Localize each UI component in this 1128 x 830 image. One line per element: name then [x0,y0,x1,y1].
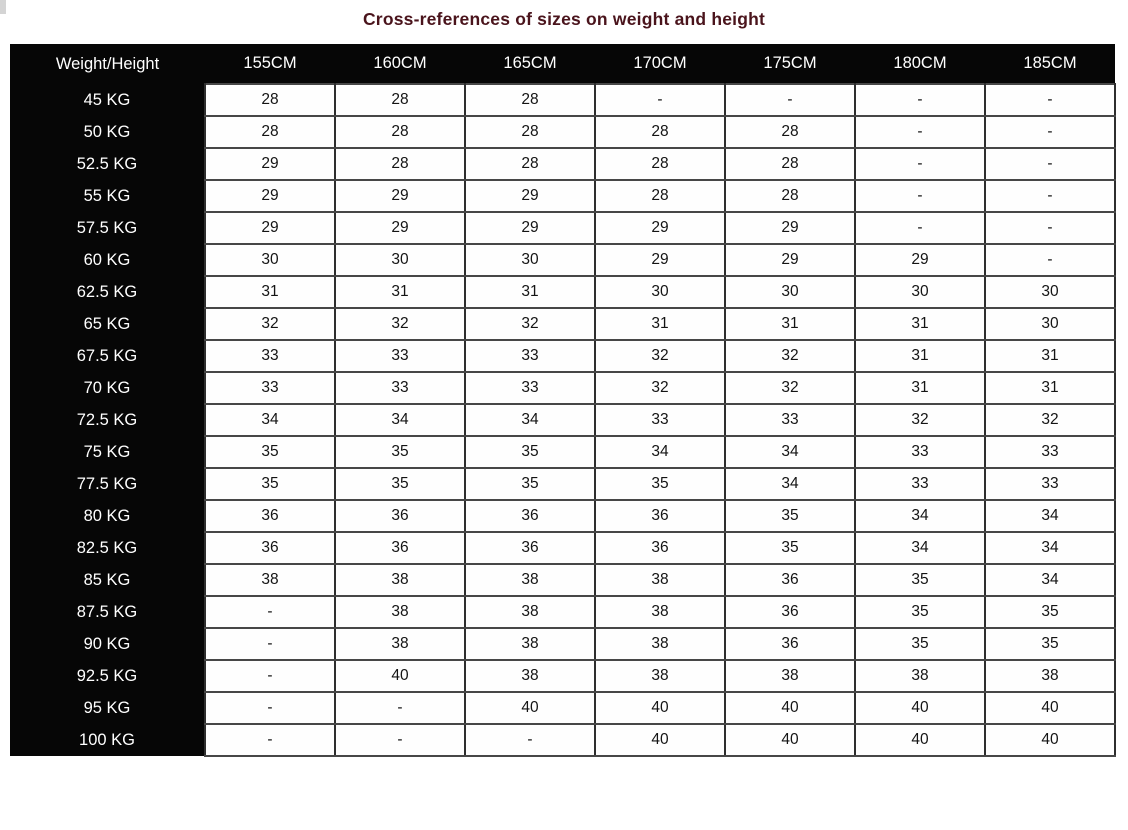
size-cell: - [725,84,855,116]
row-header-weight: 55 KG [10,180,205,212]
row-header-weight: 60 KG [10,244,205,276]
size-cell: 33 [335,340,465,372]
size-cell: 38 [465,596,595,628]
size-cell: 28 [335,148,465,180]
table-row [10,660,1115,692]
table-row [10,180,1115,212]
size-cell: 40 [725,692,855,724]
size-cell: 38 [595,596,725,628]
size-cell: 28 [595,180,725,212]
corner-header-weight-height: Weight/Height [10,44,205,84]
size-cell: 28 [335,116,465,148]
row-header-weight: 45 KG [10,84,205,116]
size-cell: 36 [725,564,855,596]
table-row [10,276,1115,308]
size-cell: - [205,628,335,660]
size-cell: 38 [335,564,465,596]
size-cell: 30 [985,276,1115,308]
size-cell: 40 [595,692,725,724]
column-header-175cm: 175CM [725,44,855,84]
size-cell: 31 [855,308,985,340]
table-row [10,692,1115,724]
row-header-weight: 82.5 KG [10,532,205,564]
size-cell: 33 [335,372,465,404]
size-cell: 38 [595,660,725,692]
size-cell: 34 [205,404,335,436]
size-cell: 34 [855,532,985,564]
size-cell: 38 [335,596,465,628]
table-row [10,148,1115,180]
size-cell: - [985,84,1115,116]
page-title: Cross-references of sizes on weight and height [362,9,766,29]
row-header-weight: 90 KG [10,628,205,660]
size-cell: 38 [725,660,855,692]
table-row [10,404,1115,436]
size-cell: 40 [855,724,985,756]
size-cell: 36 [465,500,595,532]
size-cell: 28 [465,84,595,116]
size-cell: 38 [595,628,725,660]
size-cell: 35 [855,628,985,660]
table-row [10,116,1115,148]
size-cell: 36 [335,532,465,564]
size-cell: 32 [335,308,465,340]
size-cell: 28 [465,148,595,180]
size-cell: 30 [335,244,465,276]
size-cell: 35 [205,468,335,500]
size-cell: 29 [855,244,985,276]
row-header-weight: 92.5 KG [10,660,205,692]
row-header-weight: 50 KG [10,116,205,148]
size-cell: 28 [725,148,855,180]
size-cell: 38 [465,628,595,660]
size-cell: 34 [725,468,855,500]
size-cell: 32 [725,340,855,372]
size-cell: 32 [465,308,595,340]
size-cell: 29 [335,180,465,212]
row-header-weight: 72.5 KG [10,404,205,436]
size-cell: 29 [595,244,725,276]
table-row [10,724,1115,756]
size-cell: 40 [335,660,465,692]
size-cell: 29 [725,244,855,276]
size-cell: 34 [725,436,855,468]
size-cell: - [855,148,985,180]
row-header-weight: 87.5 KG [10,596,205,628]
size-cell: 38 [335,628,465,660]
row-header-weight: 67.5 KG [10,340,205,372]
size-cell: 36 [335,500,465,532]
size-cell: 35 [985,628,1115,660]
size-cell: 30 [205,244,335,276]
size-cell: 36 [205,500,335,532]
size-cell: 31 [465,276,595,308]
size-cell: 29 [595,212,725,244]
size-cell: 28 [205,116,335,148]
size-cell: 38 [855,660,985,692]
row-header-weight: 80 KG [10,500,205,532]
size-cell: 31 [595,308,725,340]
column-header-160cm: 160CM [335,44,465,84]
size-cell: 33 [205,372,335,404]
size-cell: - [335,724,465,756]
size-cell: 40 [855,692,985,724]
size-cell: - [205,724,335,756]
size-cell: 33 [855,468,985,500]
column-header-155cm: 155CM [205,44,335,84]
size-cell: 35 [205,436,335,468]
size-cell: 29 [335,212,465,244]
size-cell: 32 [985,404,1115,436]
table-row [10,532,1115,564]
size-cell: 34 [985,500,1115,532]
size-cell: 30 [855,276,985,308]
size-cell: 38 [595,564,725,596]
size-cell: 28 [595,148,725,180]
size-cell: 30 [465,244,595,276]
size-cell: 35 [335,436,465,468]
size-cell: - [465,724,595,756]
table-row [10,212,1115,244]
row-header-weight: 100 KG [10,724,205,756]
table-row [10,244,1115,276]
size-cell: 40 [725,724,855,756]
row-header-weight: 57.5 KG [10,212,205,244]
size-cell: 28 [205,84,335,116]
size-cell: - [595,84,725,116]
size-cell: 38 [465,660,595,692]
size-cell: 35 [855,596,985,628]
size-cell: 29 [205,180,335,212]
table-row [10,564,1115,596]
size-cell: 31 [855,372,985,404]
size-cell: 35 [465,436,595,468]
header-row [10,44,1115,84]
size-cell: 34 [985,564,1115,596]
table-row [10,468,1115,500]
size-cell: - [985,148,1115,180]
size-cell: 30 [725,276,855,308]
size-cell: 34 [595,436,725,468]
size-cell: 32 [205,308,335,340]
scan-artifact [0,0,6,14]
size-cell: - [855,212,985,244]
size-cell: 32 [595,372,725,404]
size-cell: 38 [465,564,595,596]
size-cell: 33 [465,340,595,372]
row-header-weight: 75 KG [10,436,205,468]
size-cell: 35 [855,564,985,596]
row-header-weight: 62.5 KG [10,276,205,308]
size-cell: 40 [595,724,725,756]
size-cell: - [335,692,465,724]
column-header-165cm: 165CM [465,44,595,84]
size-cell: 31 [725,308,855,340]
size-cell: 28 [725,180,855,212]
size-cell: 34 [855,500,985,532]
size-cell: 35 [725,532,855,564]
size-cell: - [985,116,1115,148]
row-header-weight: 52.5 KG [10,148,205,180]
size-cell: 32 [725,372,855,404]
size-cell: 36 [205,532,335,564]
size-cell: - [985,212,1115,244]
size-cell: 33 [855,436,985,468]
size-cell: 33 [205,340,335,372]
size-cell: 30 [985,308,1115,340]
size-cell: 40 [465,692,595,724]
table-row [10,596,1115,628]
size-cell: 34 [335,404,465,436]
size-cell: 29 [465,212,595,244]
size-cell: - [855,84,985,116]
size-cell: 28 [465,116,595,148]
table-row [10,308,1115,340]
size-cell: 36 [725,596,855,628]
column-header-180cm: 180CM [855,44,985,84]
size-cell: 35 [985,596,1115,628]
column-header-185cm: 185CM [985,44,1115,84]
table-row [10,84,1115,116]
size-cell: 35 [725,500,855,532]
table-row [10,500,1115,532]
size-cell: - [985,180,1115,212]
size-cell: 35 [335,468,465,500]
size-cell: 33 [595,404,725,436]
row-header-weight: 85 KG [10,564,205,596]
size-cell: 36 [465,532,595,564]
size-cell: 28 [725,116,855,148]
size-cell: 32 [855,404,985,436]
size-cell: 33 [725,404,855,436]
size-cell: 31 [205,276,335,308]
table-body [10,84,1115,756]
table-row [10,436,1115,468]
size-cell: 29 [725,212,855,244]
size-cell: 29 [465,180,595,212]
size-cell: 29 [205,148,335,180]
table-row [10,340,1115,372]
size-cell: 33 [465,372,595,404]
size-cell: - [205,596,335,628]
size-cell: - [985,244,1115,276]
size-cell: - [855,116,985,148]
column-header-170cm: 170CM [595,44,725,84]
row-header-weight: 70 KG [10,372,205,404]
size-cell: 28 [595,116,725,148]
size-cell: 34 [465,404,595,436]
table-row [10,372,1115,404]
size-cell: 31 [985,340,1115,372]
size-cell: 28 [335,84,465,116]
size-cell: 32 [595,340,725,372]
size-cell: 30 [595,276,725,308]
size-cell: - [855,180,985,212]
size-cell: 36 [595,500,725,532]
size-cell: 36 [725,628,855,660]
size-cell: 36 [595,532,725,564]
row-header-weight: 65 KG [10,308,205,340]
row-header-weight: 95 KG [10,692,205,724]
size-cell: 29 [205,212,335,244]
size-cross-reference-table [10,44,1116,757]
size-cell: - [205,660,335,692]
size-cell: 31 [855,340,985,372]
size-cell: 38 [985,660,1115,692]
size-cell: 34 [985,532,1115,564]
row-header-weight: 77.5 KG [10,468,205,500]
size-cell: 35 [595,468,725,500]
size-cell: 31 [335,276,465,308]
size-cell: 38 [205,564,335,596]
size-cell: 40 [985,692,1115,724]
table-header [10,44,1115,84]
size-cell: 31 [985,372,1115,404]
size-cell: 33 [985,468,1115,500]
size-cell: - [205,692,335,724]
size-cell: 40 [985,724,1115,756]
size-cell: 33 [985,436,1115,468]
table-row [10,628,1115,660]
size-cell: 35 [465,468,595,500]
